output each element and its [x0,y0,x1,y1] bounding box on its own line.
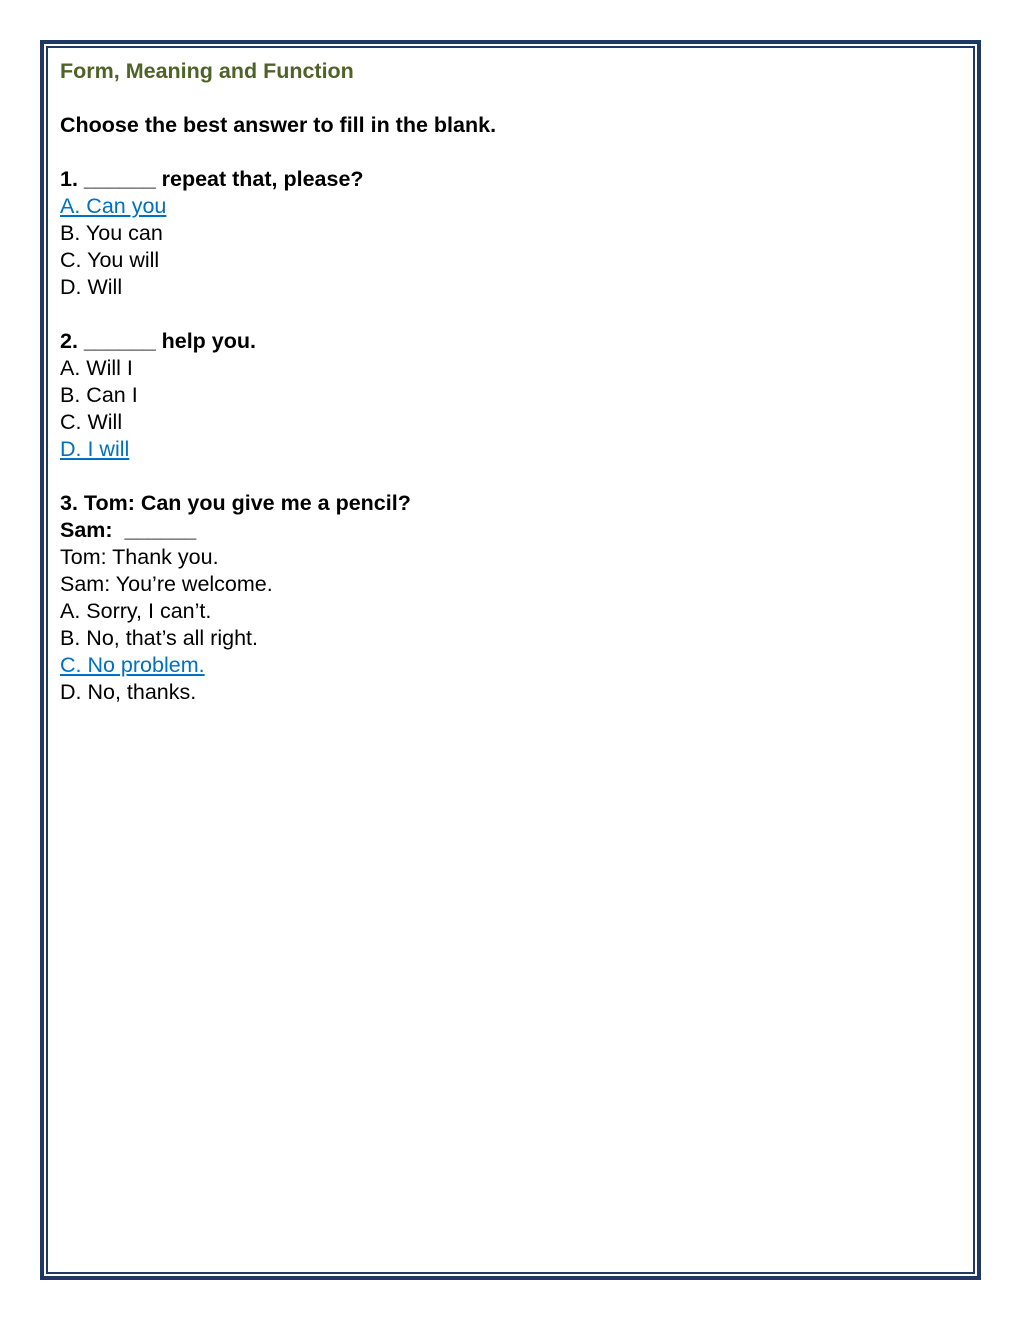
worksheet-title: Form, Meaning and Function [60,59,354,83]
option-a: A. Sorry, I can’t. [60,599,212,623]
question-prompt: 2. ______ help you. [60,329,256,353]
question-1 [60,166,960,301]
question-3 [60,490,960,706]
dialogue-line: Sam: You’re welcome. [60,572,273,596]
spacer [60,85,960,112]
option-d-answer[interactable]: D. I will [60,437,130,461]
dialogue-line: Tom: Thank you. [60,545,219,569]
question-prompt-line2: Sam: ______ [60,518,197,542]
question-2 [60,328,960,463]
option-d: D. Will [60,275,123,299]
question-prompt: 1. ______ repeat that, please? [60,167,364,191]
option-c: C. You will [60,248,160,272]
option-d: D. No, thanks. [60,680,197,704]
option-c: C. Will [60,410,123,434]
question-prompt: 3. Tom: Can you give me a pencil? [60,491,411,515]
spacer [60,139,960,166]
option-a-answer[interactable]: A. Can you [60,194,167,218]
instruction: Choose the best answer to fill in the blank. [60,113,497,137]
option-a: A. Will I [60,356,133,380]
option-b: B. Can I [60,383,138,407]
spacer [60,301,960,328]
option-c-answer[interactable]: C. No problem. [60,653,205,677]
spacer [60,463,960,490]
worksheet-content [60,58,960,706]
option-b: B. No, that’s all right. [60,626,258,650]
option-b: B. You can [60,221,163,245]
